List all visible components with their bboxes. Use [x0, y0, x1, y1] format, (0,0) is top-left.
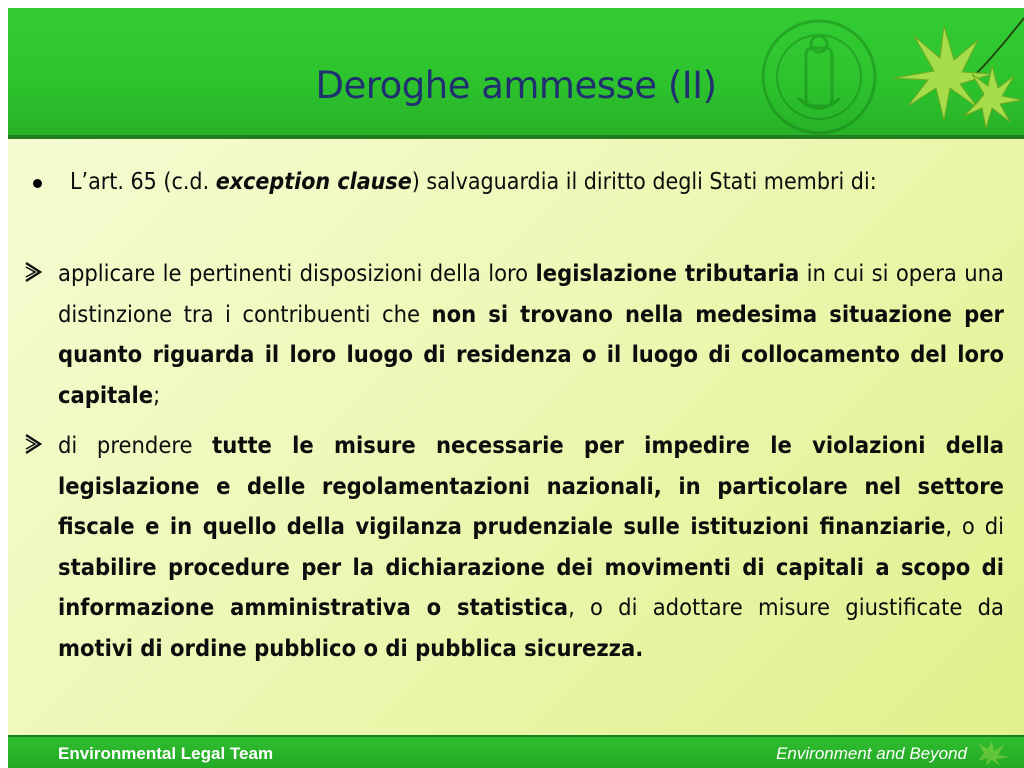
slide-footer [8, 735, 1024, 768]
arrow-bullet-icon [23, 257, 43, 298]
item1-text-1: applicare le pertinenti disposizioni della loro [58, 259, 536, 287]
footer-tagline: Environment and Beyond [776, 744, 967, 763]
item1-text-3: ; [153, 380, 161, 409]
item2-text-1: di prendere [58, 431, 213, 459]
list-item-2 [58, 425, 1004, 668]
item1-bold-2: non si trovano nella medesima situazione per quanto riguarda il loro luogo di residenza o il luogo di collocamento del loro capitale [58, 299, 1004, 409]
intro-exception-clause: exception clause [215, 169, 412, 195]
item1-bold-1: legislazione tributaria [535, 259, 800, 287]
item2-text-3: , o di adottare misure giustificate da [568, 593, 1004, 621]
intro-text-1: L’art. 65 (c.d. [70, 169, 216, 195]
item2-bold-2: stabilire procedure per la dichiarazione dei movimenti di capitali a scopo di informazione amministrativa o statistica [58, 552, 1004, 621]
item2-text-2: , o di [945, 512, 1004, 540]
slide-header [8, 8, 1024, 135]
dot-bullet-icon [33, 179, 42, 188]
intro-text-3: ) salvaguardia il diritto degli Stati membri di: [411, 169, 877, 195]
slide-title: Deroghe ammesse (II) [315, 64, 717, 107]
item1-text-2: in cui si opera una distinzione tra i contribuenti che [58, 259, 1004, 328]
slide-content [8, 139, 1024, 735]
arrow-bullet-icon [23, 429, 43, 470]
item2-bold-1: tutte le misure necessarie per impedire le violazioni della legislazione e delle regolamentazioni nazionali, in particolare nel settore fiscale e in quello della vigilanza prudenziale sulle istituzioni finanziarie [58, 431, 1005, 540]
footer-team-name: Environmental Legal Team [58, 744, 274, 763]
list-item-1 [58, 253, 1004, 415]
footer-leaf-icon [974, 739, 1020, 767]
intro-paragraph [70, 163, 1004, 201]
item2-bold-3: motivi di ordine pubblico o di pubblica sicurezza. [58, 633, 644, 662]
